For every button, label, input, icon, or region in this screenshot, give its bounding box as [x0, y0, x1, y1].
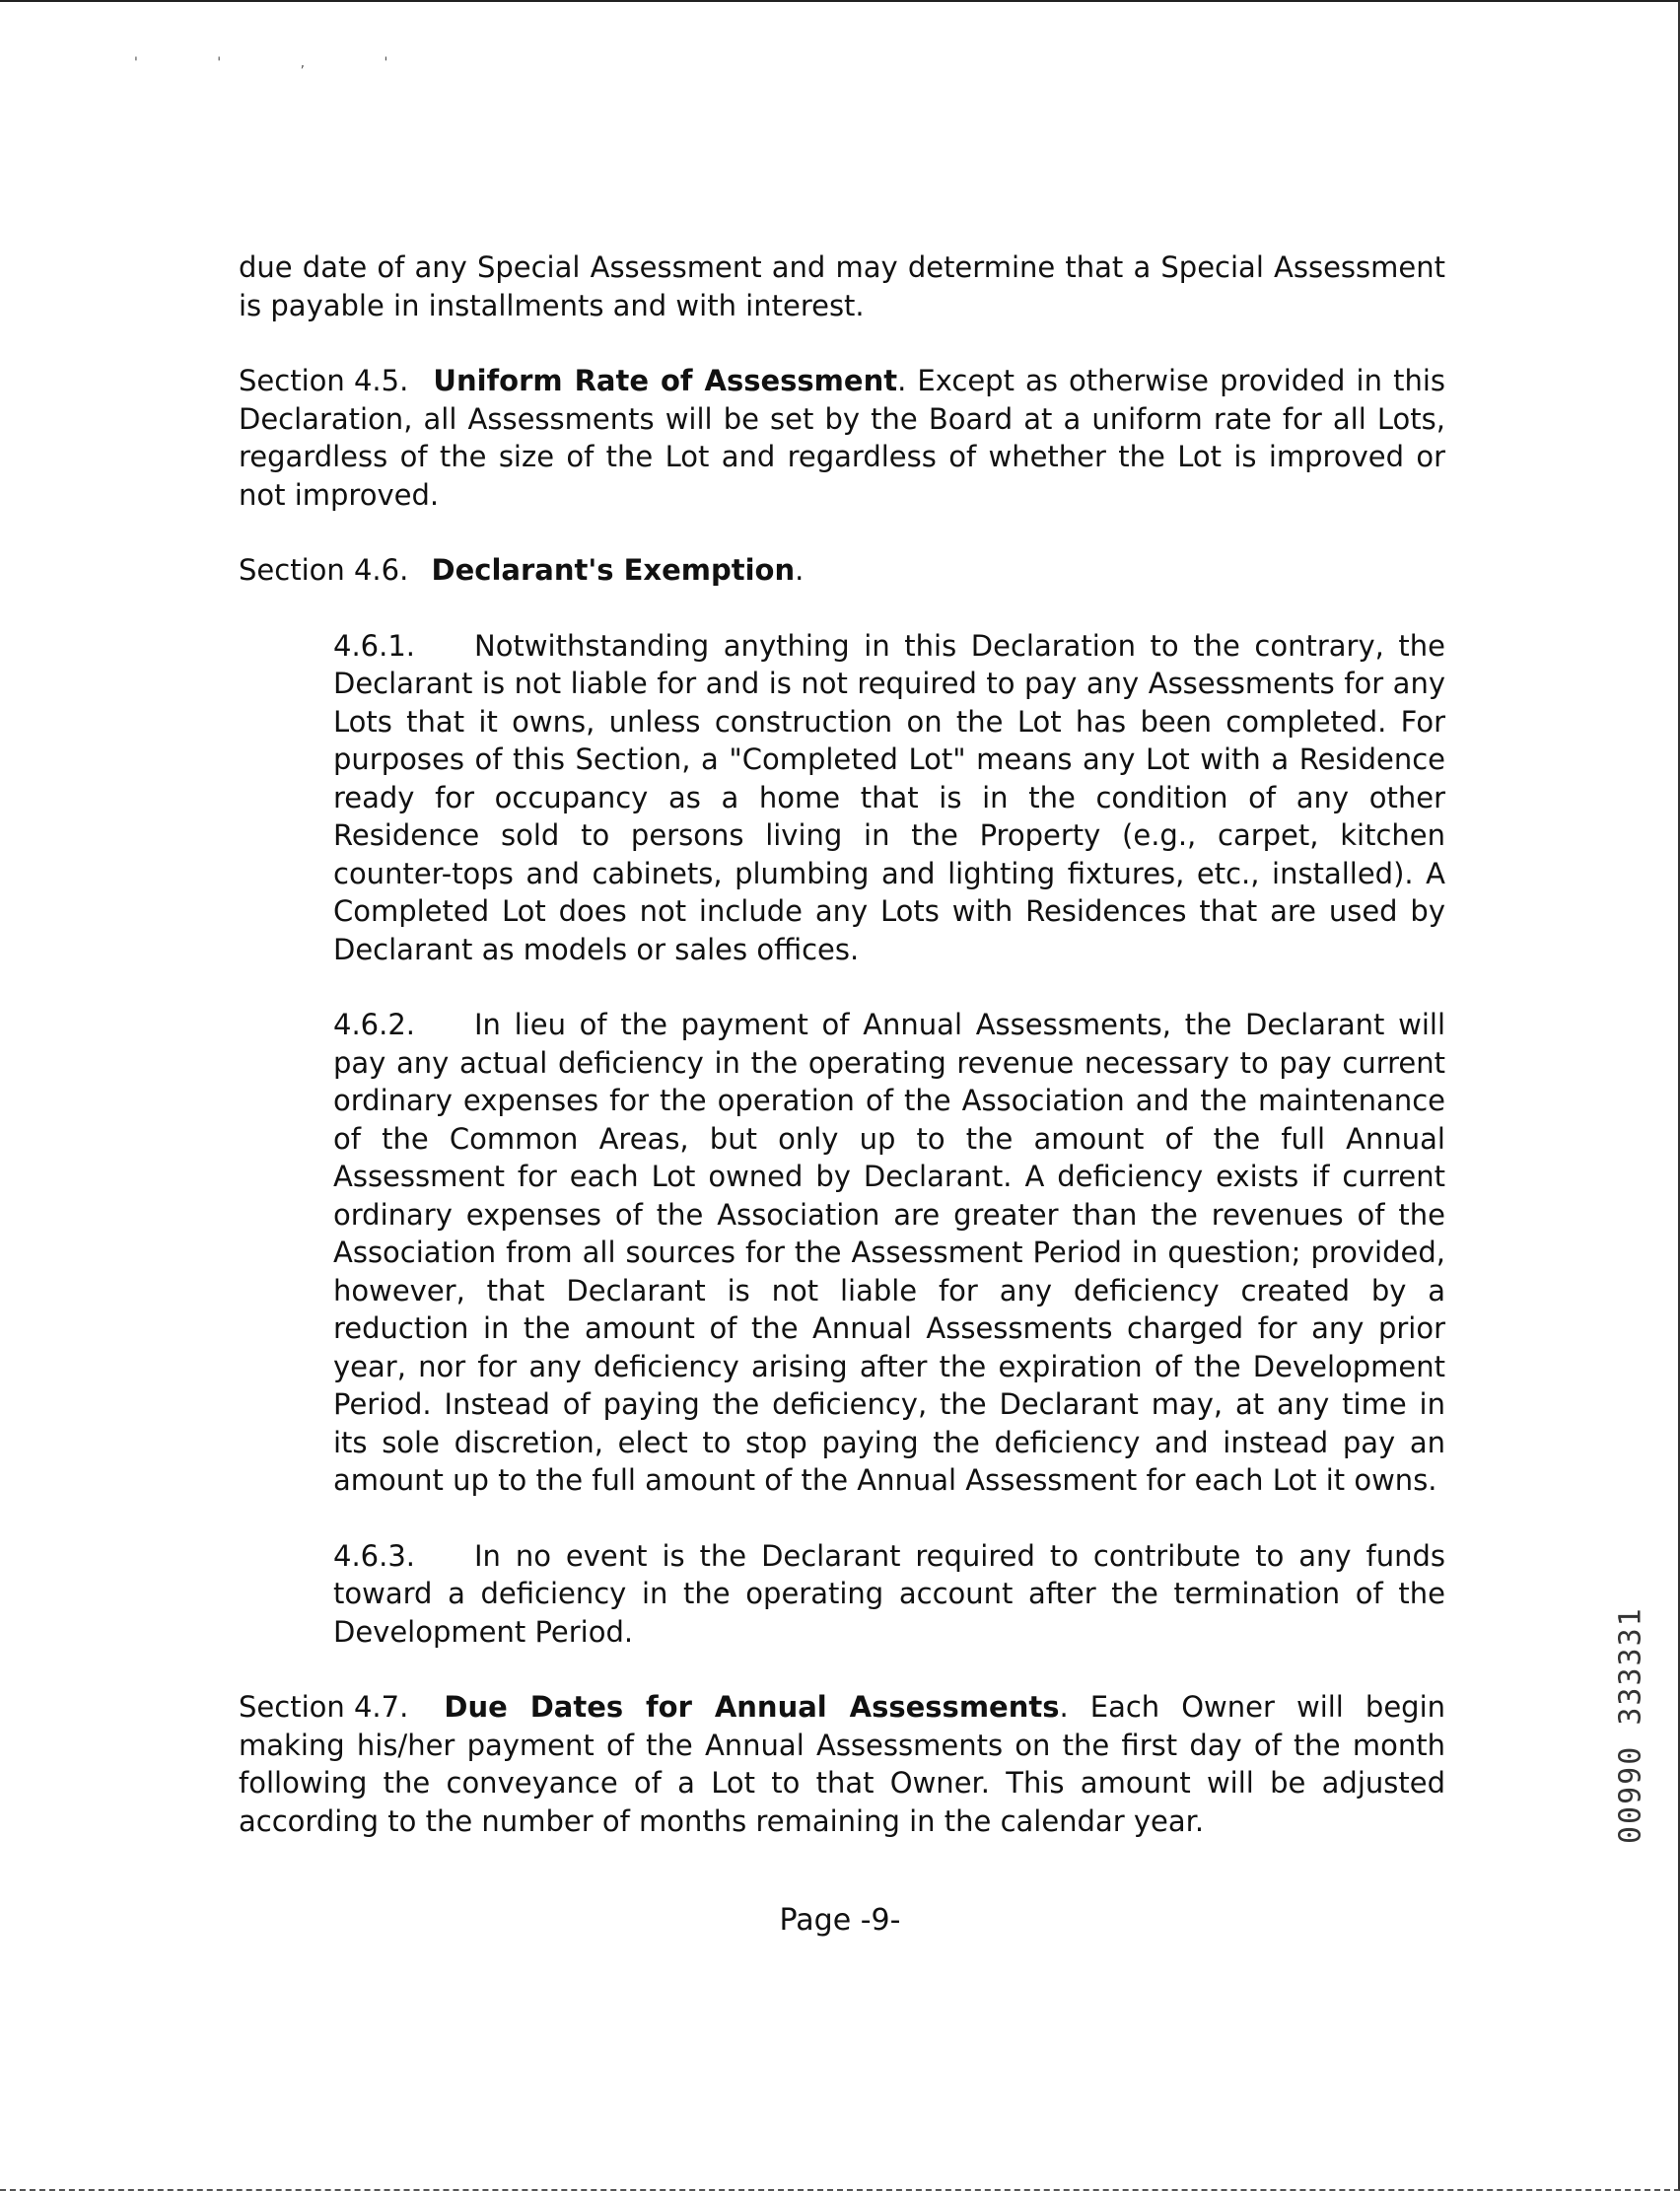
section-4-5-number: Section 4.5.	[239, 364, 409, 397]
subsection-number: 4.6.3.	[333, 1538, 416, 1573]
section-4-7-title: Due Dates for Annual Assessments	[444, 1690, 1060, 1724]
subsection-4-6-3	[333, 1537, 1445, 1652]
section-4-7-number: Section 4.7.	[239, 1690, 409, 1724]
subsection-text: In no event is the Declarant required to contribute to any funds toward a deficiency in the operating account after the termination of the Development Period.	[333, 1538, 1445, 1649]
section-4-5-body: . Except as otherwise provided in this Declaration, all Assessments will be set by the Board at a uniform rate for all Lots, regardless of the size of the Lot and regardless of whether the Lot is improved or not improved.	[239, 364, 1445, 512]
scan-specks: ' ' , '	[134, 55, 426, 71]
subsection-number: 4.6.1.	[333, 628, 416, 663]
document-body	[239, 248, 1445, 1877]
subsection-number: 4.6.2.	[333, 1008, 416, 1041]
section-4-7-body: . Each Owner will begin making his/her payment of the Annual Assessments on the first day of the month following the conveyance of a Lot to that Owner. This amount will be adjusted according to the number of months remaining in the calendar year.	[239, 1690, 1446, 1838]
section-4-7	[239, 1688, 1445, 1840]
section-4-5-title: Uniform Rate of Assessment	[433, 364, 898, 397]
subsection-text: Notwithstanding anything in this Declaration to the contrary, the Declarant is not liable for and is not required to pay any Assessments for any Lots that it owns, unless construction on the Lot has been completed. For purposes of this Section, a "Completed Lot" means any Lot with a Residence ready for occupancy as a home that is in the condition of any other Residence sold to persons living in the Property (e.g., carpet, kitchen counter-tops and cabinets, plumbing and lighting fixtures, etc., installed). A Completed Lot does not include any Lots with Residences that are used by Declarant as models or sales offices.	[333, 628, 1445, 966]
section-4-6	[239, 551, 1445, 590]
section-4-6-title: Declarant's Exemption	[431, 553, 796, 587]
continuation-paragraph: due date of any Special Assessment and may determine that a Special Assessment is payable in installments and with interest.	[239, 250, 1445, 322]
subsection-4-6-1	[333, 627, 1445, 969]
section-4-5	[239, 362, 1445, 514]
filing-stamp: 00990 333331	[1613, 1606, 1648, 1845]
section-4-6-title-suffix: .	[795, 553, 805, 587]
page-number: Page -9-	[779, 1903, 901, 1938]
section-4-6-number: Section 4.6.	[239, 553, 409, 587]
subsection-4-6-2	[333, 1006, 1445, 1500]
subsection-text: In lieu of the payment of Annual Assessments, the Declarant will pay any actual deficiency in the operating revenue necessary to pay current ordinary expenses for the operation of the Association and the maintenance of the Common Areas, but only up to the amount of the full Annual Assessment for each Lot owned by Declarant. A deficiency exists if current ordinary expenses of the Association are greater than the revenues of the Association from all sources for the Assessment Period in question; provided, however, that Declarant is not liable for any deficiency created by a reduction in the amount of the Annual Assessments charged for any prior year, nor for any deficiency arising after the expiration of the Development Period. Instead of paying the deficiency, the Declarant may, at any time in its sole discretion, elect to stop paying the deficiency and instead pay an amount up to the full amount of the Annual Assessment for each Lot it owns.	[333, 1008, 1445, 1497]
